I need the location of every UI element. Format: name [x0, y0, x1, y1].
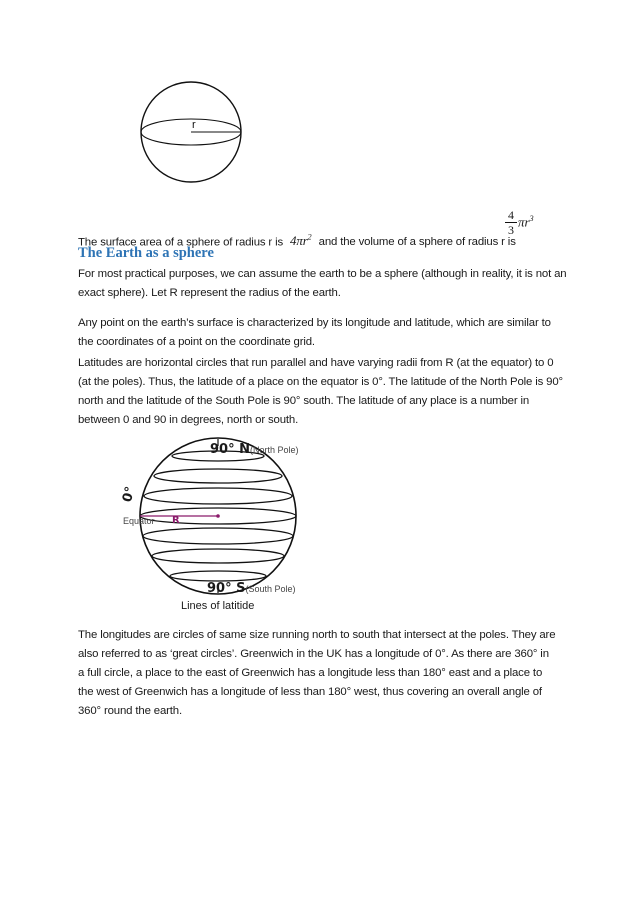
- sphere-diagram: [116, 80, 266, 190]
- north-pole-label: 90° N(North Pole): [210, 442, 299, 457]
- south-pole-label: 90° S(South Pole): [207, 581, 296, 596]
- latitude-circle: [154, 469, 282, 483]
- latitude-circle: [144, 488, 292, 504]
- radius-R-label: R: [172, 515, 180, 526]
- equator-label: Equator: [123, 516, 155, 526]
- latitude-circle: [143, 528, 293, 544]
- section-heading: The Earth as a sphere: [78, 245, 214, 261]
- volume-expression: $\pi r^3$: [518, 214, 534, 230]
- sphere-radius-label: r: [192, 119, 196, 131]
- paragraph-longitudes: The longitudes are circles of same size running north to south that intersect at the poles. They are also referred to as ‘great circles’. Greenwich in the UK has a longitude of 0°. As there are 360° in a full circle, a place to the east of Greenwich has a longitude less than 180° east and a place to the west of Greenwich has a longitude of less than 180° west, thus covering an overall angle of 360° round the earth.: [78, 629, 556, 717]
- paragraph-earth-sphere: For most practical purposes, we can assume the earth to be a sphere (although in reality, it is not an exact sphere). Let R represent the radius of the earth.: [78, 268, 567, 299]
- paragraph-coordinates: Any point on the earth’s surface is characterized by its longitude and latitude, which are similar to the coordinates of a point on the coordinate grid.: [78, 317, 551, 348]
- equator-degree-label: 0°: [120, 484, 139, 504]
- paragraph-latitudes: Latitudes are horizontal circles that run parallel and have varying radii from R (at the equator) to 0 (at the poles). Thus, the latitude of a place on the equator is 0°. The latitude of the North Pole is 90° north and the latitude of the South Pole is 90° south. The latitude of any place is a number in between 0 and 90 in degrees, north or south.: [78, 357, 563, 426]
- surface-area-formula: $4\pi r^2$: [290, 233, 312, 249]
- volume-numerator: 4: [505, 208, 517, 223]
- latitude-circle: [152, 549, 284, 563]
- formula-text-middle: and the volume of a sphere of radius r is: [318, 236, 516, 249]
- volume-denominator: 3: [508, 223, 514, 237]
- latitude-caption: Lines of latitide: [181, 600, 255, 612]
- globe-center-dot: [216, 514, 220, 518]
- volume-fraction: [505, 208, 517, 237]
- formula-text-before: The surface area of a sphere of radius r is: [78, 236, 284, 249]
